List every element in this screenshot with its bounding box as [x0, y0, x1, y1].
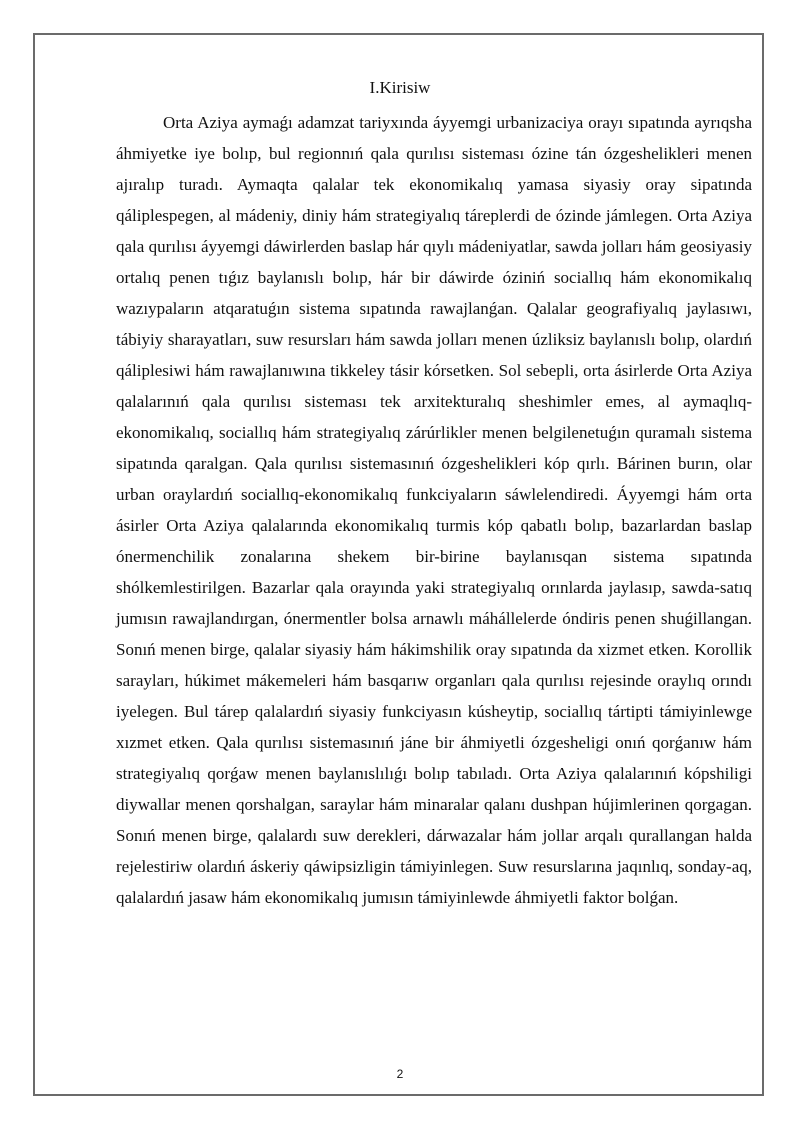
page-number: 2 — [396, 1067, 404, 1081]
body-paragraph: Orta Aziya aymaǵı adamzat tariyxında áyyemgi urbanizaciya orayı sıpatında ayrıqsha áhmiyetke iye bolıp, bul regionnıń qala qurılısı sisteması ózine tán ózgeshelikleri menen ajıralıp turadı. Aymaqta qalalar tek ekonomikalıq yamasa siyasiy oray sipatında qáliplespegen, al mádeniy, diniy hám strategiyalıq táreplerdi de ózinde jámlegen. Orta Aziya qala qurılısı áyyemgi dáwirlerden baslap hár qıylı mádeniyatlar, sawda jolları hám geosiyasiy ortalıq penen tıǵız baylanıslı bolıp, hár bir dáwirde óziniń sociallıq hám ekonomikalıq wazıypaların atqaratuǵın sistema sıpatında rawajlanǵan. Qalalar geografiyalıq jaylasıwı, tábiyiy sharayatları, suw resursları hám sawda jolları menen úzliksiz baylanıslı bolıp, olardıń qáliplesiwi hám rawajlanıwına tikkeley tásir kórsetken. Sol sebepli, orta ásirlerde Orta Aziya qalalarınıń qala qurılısı sisteması tek arxitekturalıq sheshimler emes, al aymaqlıq-ekonomikalıq, sociallıq hám strategiyalıq zárúrlikler menen belgilenetuǵın quramalı sistema sipatında qaralgan. Qala qurılısı sistemasınıń ózgeshelikleri kóp qırlı. Bárinen burın, olar urban oraylardıń sociallıq-ekonomikalıq funkciyaların sáwlelendiredi. Áyyemgi hám orta ásirler Orta Aziya qalalarında ekonomikalıq turmis kóp qabatlı bolıp, bazarlardan baslap ónermenchilik zonalarına shekem bir-birine baylanısqan sistema sıpatında shólkemlestirilgen. Bazarlar qala orayında yaki strategiyalıq orınlarda jaylasıp, sawda-satıq jumısın rawajlandırgan, ónermentler bolsa arnawlı máhállelerde óndiris penen shuǵillangan. Sonıń menen birge, qalalar siyasiy hám hákimshilik oray sıpatında da xizmet etken. Korollik sarayları, húkimet mákemeleri hám basqarıw organları qala qurılısı rejesinde oraylıq orındı iyelegen. Bul tárep qalalardıń siyasiy funkciyasın kúsheytip, sociallıq tártipti támiyinlewge xızmet etken. Qala qurılısı sistemasınıń jáne bir áhmiyetli ózgesheligi onıń qorǵanıw hám strategiyalıq qorǵaw menen baylanıslılıǵı bolıp tabıladı. Orta Aziya qalalarınıń kópshiligi diywallar menen qorshalgan, saraylar hám minaralar qalanı dushpan hújimlerinen qorgagan. Sonıń menen birge, qalalardı suw derekleri, dárwazalar hám jollar arqalı qurallangan halda rejelestiriw olardıń áskeriy qáwipsizligin támiyinlegen. Suw resurslarına jaqınlıq, sonday-aq, qalalardıń jasaw hám ekonomikalıq jumısın támiyinlewde áhmiyetli faktor bolǵan. — [116, 113, 752, 907]
section-heading: I.Kirisiw — [369, 78, 431, 97]
